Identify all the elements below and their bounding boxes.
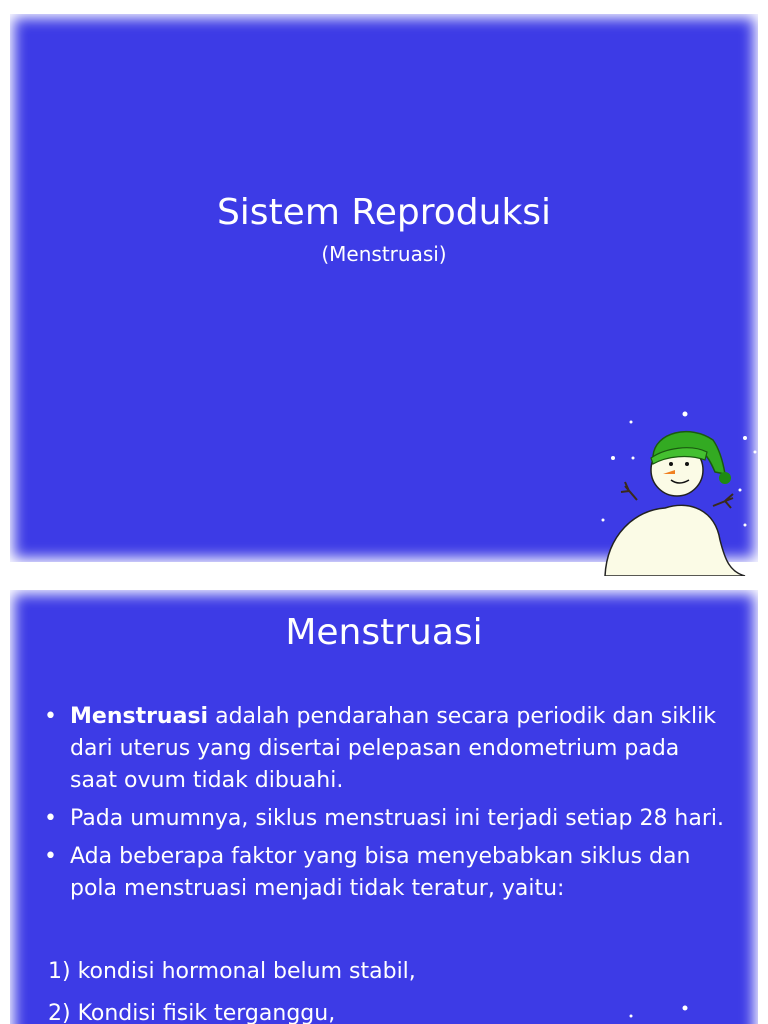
- numbered-item: 2) Kondisi fisik terganggu,: [48, 1001, 336, 1024]
- bullet-text: Pada umumnya, siklus menstruasi ini terjadi setiap 28 hari.: [70, 806, 725, 831]
- slide-subtitle: (Menstruasi): [321, 242, 447, 266]
- list-item: [44, 803, 724, 835]
- bold-term: Menstruasi: [70, 704, 209, 729]
- slide-title: Menstruasi: [285, 612, 483, 653]
- bullet-icon: •: [44, 844, 57, 869]
- list-item: [44, 701, 724, 797]
- snowman-illustration: [595, 994, 765, 1024]
- slide-2: [0, 576, 768, 1024]
- bullet-icon: •: [44, 704, 57, 729]
- bullet-text: adalah pendarahan secara periodik dan siklik dari uterus yang disertai pelepasan endometrium pada saat ovum tidak dibuahi.: [70, 704, 717, 793]
- slide-title: Sistem Reproduksi: [216, 192, 552, 233]
- list-item: [44, 841, 724, 905]
- bullet-text: Ada beberapa faktor yang bisa menyebabkan siklus dan pola menstruasi menjadi tidak teratur, yaitu:: [70, 844, 691, 901]
- bullet-icon: •: [44, 806, 57, 831]
- snowman-illustration: [595, 400, 765, 576]
- numbered-item: 1) kondisi hormonal belum stabil,: [48, 959, 416, 984]
- bullet-list: [44, 701, 724, 911]
- numbered-list: [48, 956, 416, 1024]
